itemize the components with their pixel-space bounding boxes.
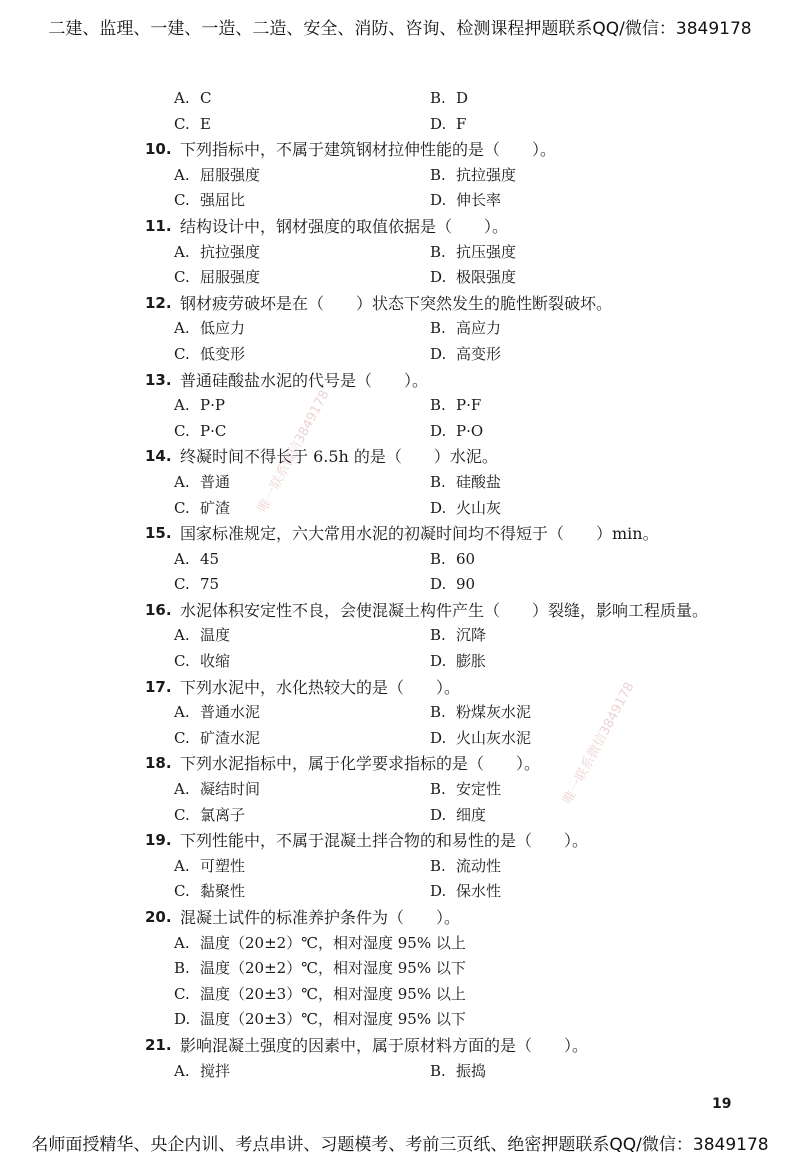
question-stem: 钢材疲劳破坏是在（ ）状态下突然发生的脆性断裂破坏。 <box>180 293 613 313</box>
option-text: 火山灰 <box>456 498 502 517</box>
question-number: 14. <box>145 447 172 466</box>
option <box>174 854 245 880</box>
option-text: 温度（20±3）℃，相对湿度 95% 以上 <box>200 984 466 1003</box>
question-stem: 结构设计中，钢材强度的取值依据是（ ）。 <box>180 216 509 236</box>
option-letter: D. <box>430 344 447 363</box>
option-text: 极限强度 <box>456 268 517 287</box>
question-stem-line <box>0 828 800 854</box>
option-letter: D. <box>430 882 447 901</box>
option-letter: B. <box>430 89 446 107</box>
option <box>0 1007 800 1033</box>
option <box>430 496 501 522</box>
option-letter: D. <box>174 1010 191 1029</box>
option-text: P·P <box>200 396 225 415</box>
option-text: 温度（20±2）℃，相对湿度 95% 以上 <box>200 933 466 952</box>
option <box>174 572 219 598</box>
question-stem: 下列水泥指标中，属于化学要求指标的是（ ）。 <box>180 754 541 774</box>
option <box>174 393 225 419</box>
option <box>430 342 501 368</box>
option-letter: B. <box>430 319 446 338</box>
question-number: 12. <box>145 293 172 312</box>
question-stem: 下列性能中，不属于混凝土拌合物的和易性的是（ ）。 <box>180 831 589 851</box>
option-row <box>0 572 800 598</box>
option-letter: B. <box>430 242 446 261</box>
option-letter: C. <box>174 268 190 287</box>
option-letter: D. <box>430 805 447 824</box>
option <box>174 726 260 752</box>
option-letter: B. <box>430 780 446 799</box>
option-row <box>0 623 800 649</box>
option-text: 抗拉强度 <box>200 242 261 261</box>
option <box>430 854 501 880</box>
option-letter: A. <box>174 89 190 107</box>
option-letter: C. <box>174 805 190 824</box>
option <box>174 240 260 266</box>
option-text: 流动性 <box>456 856 502 875</box>
page-number: 19 <box>712 1096 732 1112</box>
option-text: 细度 <box>456 805 487 824</box>
option-row <box>0 496 800 522</box>
question-stem: 下列指标中，不属于建筑钢材拉伸性能的是（ ）。 <box>180 140 557 160</box>
option-text: 普通水泥 <box>200 703 261 722</box>
option-text: 低变形 <box>200 344 246 363</box>
option-text: 氯离子 <box>200 805 246 824</box>
option <box>0 982 800 1008</box>
option-letter: D. <box>430 652 447 671</box>
option-letter: B. <box>430 626 446 645</box>
question-stem: 普通硅酸盐水泥的代号是（ ）。 <box>180 370 429 390</box>
question-number: 11. <box>145 216 172 235</box>
question-number: 20. <box>145 908 172 926</box>
option <box>174 112 211 138</box>
option-text: 屈服强度 <box>200 165 261 184</box>
question-list <box>0 86 800 1084</box>
option-text: 搅拌 <box>200 1061 231 1080</box>
option-text: 安定性 <box>456 780 502 799</box>
question-stem-line <box>0 751 800 777</box>
option <box>174 419 226 445</box>
option-text: 75 <box>200 575 220 594</box>
option <box>430 188 501 214</box>
option-letter: A. <box>174 856 190 875</box>
option <box>430 726 531 752</box>
question-stem-line <box>0 598 800 624</box>
option-text: P·C <box>200 421 227 440</box>
option-text: 温度（20±2）℃，相对湿度 95% 以下 <box>200 959 466 978</box>
option-row <box>0 240 800 266</box>
option-letter: B. <box>430 165 446 184</box>
option-letter: A. <box>174 1061 190 1080</box>
option-letter: D. <box>430 575 447 594</box>
option-text: 可塑性 <box>200 856 246 875</box>
option-letter: C. <box>174 344 190 363</box>
option-letter: B. <box>430 1061 446 1080</box>
question-stem-line <box>0 214 800 240</box>
option-row <box>0 700 800 726</box>
question-stem-line <box>0 291 800 317</box>
option-letter: D. <box>430 191 447 210</box>
option-letter: D. <box>430 421 447 440</box>
option-row <box>0 112 800 138</box>
option <box>430 419 483 445</box>
option-text: D <box>456 89 469 107</box>
option <box>174 163 260 189</box>
question-stem-line <box>0 905 800 931</box>
option <box>430 649 486 675</box>
option <box>174 496 230 522</box>
option-letter: C. <box>174 498 190 517</box>
option <box>430 777 501 803</box>
option-row <box>0 803 800 829</box>
option-row <box>0 854 800 880</box>
option-row <box>0 316 800 342</box>
option-letter: C. <box>174 421 190 440</box>
option-row <box>0 86 800 112</box>
option-letter: B. <box>430 472 446 491</box>
option-letter: A. <box>174 933 190 952</box>
option-row <box>0 419 800 445</box>
option-letter: C. <box>174 984 190 1003</box>
question-stem-line <box>0 521 800 547</box>
option <box>430 623 486 649</box>
option-letter: C. <box>174 882 190 901</box>
option-text: C <box>200 89 212 107</box>
option-text: 膨胀 <box>456 652 487 671</box>
option-text: P·F <box>456 396 482 415</box>
option-letter: B. <box>430 703 446 722</box>
option-row <box>0 1059 800 1085</box>
option-text: 抗拉强度 <box>456 165 517 184</box>
option-text: 振捣 <box>456 1061 487 1080</box>
question-number: 17. <box>145 677 172 696</box>
option-letter: A. <box>174 165 190 184</box>
option <box>430 700 531 726</box>
option-text: 温度 <box>200 626 231 645</box>
option-text: 黏聚性 <box>200 882 246 901</box>
question-stem: 水泥体积安定性不良，会使混凝土构件产生（ ）裂缝，影响工程质量。 <box>180 600 709 620</box>
option-text: 硅酸盐 <box>456 472 502 491</box>
option-row <box>0 188 800 214</box>
option <box>174 649 230 675</box>
option-text: 矿渣水泥 <box>200 728 261 747</box>
option-row <box>0 470 800 496</box>
option <box>174 1059 230 1085</box>
question-stem-line <box>0 137 800 163</box>
option-row <box>0 547 800 573</box>
option-letter: B. <box>174 959 190 978</box>
option <box>174 342 245 368</box>
question-stem-line <box>0 444 800 470</box>
option <box>174 803 245 829</box>
option <box>430 112 466 138</box>
option-row <box>0 265 800 291</box>
watermark: 唯一联系微信3849178 <box>560 679 638 807</box>
option <box>430 240 516 266</box>
option-text: 高应力 <box>456 319 502 338</box>
option <box>430 1059 486 1085</box>
option-text: P·O <box>456 421 484 440</box>
option-text: 屈服强度 <box>200 268 261 287</box>
question-stem-line <box>0 675 800 701</box>
option <box>174 188 245 214</box>
question-stem: 终凝时间不得长于 6.5h 的是（ ）水泥。 <box>180 447 498 467</box>
option-letter: C. <box>174 191 190 210</box>
option-text: 强屈比 <box>200 191 246 210</box>
option-letter: C. <box>174 114 190 133</box>
option-letter: A. <box>174 780 190 799</box>
question-number: 16. <box>145 600 172 619</box>
option-text: E <box>200 114 211 133</box>
option-text: 粉煤灰水泥 <box>456 703 532 722</box>
option-row <box>0 163 800 189</box>
option-letter: D. <box>430 498 447 517</box>
footer-banner: 名师面授精华、央企内训、考点串讲、习题模考、考前三页纸、绝密押题联系QQ/微信：3849178 <box>31 1135 769 1155</box>
option <box>174 879 245 905</box>
option-text: 低应力 <box>200 319 246 338</box>
option <box>174 265 260 291</box>
option-text: 凝结时间 <box>200 780 261 799</box>
option-text: 45 <box>200 549 220 568</box>
option-text: 矿渣 <box>200 498 231 517</box>
question-stem-line <box>0 368 800 394</box>
option-letter: C. <box>174 575 190 594</box>
option-letter: A. <box>174 626 190 645</box>
option <box>430 547 475 573</box>
option-row <box>0 726 800 752</box>
option-text: 保水性 <box>456 882 502 901</box>
option-letter: C. <box>174 728 190 747</box>
option <box>430 879 501 905</box>
option-text: 收缩 <box>200 652 231 671</box>
option <box>174 777 260 803</box>
option-text: 普通 <box>200 472 231 491</box>
option-letter: B. <box>430 549 446 568</box>
watermark: 唯一联系微信3849178 <box>255 387 333 515</box>
option-letter: A. <box>174 242 190 261</box>
option-letter: D. <box>430 114 447 133</box>
option <box>430 163 516 189</box>
question-stem: 影响混凝土强度的因素中，属于原材料方面的是（ ）。 <box>180 1035 589 1055</box>
option-text: 高变形 <box>456 344 502 363</box>
question-stem-line <box>0 1033 800 1059</box>
option <box>174 470 230 496</box>
option <box>0 931 800 957</box>
option <box>430 265 516 291</box>
option <box>430 316 501 342</box>
option <box>430 470 501 496</box>
option <box>174 547 219 573</box>
option-letter: A. <box>174 703 190 722</box>
option <box>174 86 211 112</box>
header-banner: 二建、监理、一建、一造、二造、安全、消防、咨询、检测课程押题联系QQ/微信：3849178 <box>48 19 752 39</box>
option-text: 温度（20±3）℃，相对湿度 95% 以下 <box>200 1010 466 1029</box>
option-letter: A. <box>174 472 190 491</box>
option-row <box>0 393 800 419</box>
option-letter: C. <box>174 652 190 671</box>
question-number: 18. <box>145 754 172 773</box>
question-stem: 下列水泥中，水化热较大的是（ ）。 <box>180 677 461 697</box>
question-number: 21. <box>145 1035 172 1054</box>
option <box>430 86 468 112</box>
option-text: 伸长率 <box>456 191 502 210</box>
question-number: 15. <box>145 524 172 543</box>
option <box>174 700 260 726</box>
option <box>430 803 486 829</box>
option-row <box>0 879 800 905</box>
question-stem: 混凝土试件的标准养护条件为（ ）。 <box>180 908 461 927</box>
option-letter: B. <box>430 856 446 875</box>
option-letter: A. <box>174 549 190 568</box>
option-text: 60 <box>456 549 476 568</box>
option <box>430 572 475 598</box>
option-letter: A. <box>174 396 190 415</box>
option-text: 抗压强度 <box>456 242 517 261</box>
option-text: F <box>456 114 467 133</box>
option <box>0 956 800 982</box>
question-number: 13. <box>145 370 172 389</box>
option-text: 90 <box>456 575 476 594</box>
option-letter: B. <box>430 396 446 415</box>
option-letter: D. <box>430 268 447 287</box>
option <box>174 316 245 342</box>
option-row <box>0 777 800 803</box>
option <box>174 623 230 649</box>
option <box>430 393 481 419</box>
option-text: 沉降 <box>456 626 487 645</box>
question-stem: 国家标准规定，六大常用水泥的初凝时间均不得短于（ ）min。 <box>180 524 659 544</box>
option-letter: A. <box>174 319 190 338</box>
question-number: 10. <box>145 140 172 159</box>
option-row <box>0 649 800 675</box>
option-row <box>0 342 800 368</box>
option-text: 火山灰水泥 <box>456 728 532 747</box>
option-letter: D. <box>430 728 447 747</box>
question-number: 19. <box>145 831 172 850</box>
